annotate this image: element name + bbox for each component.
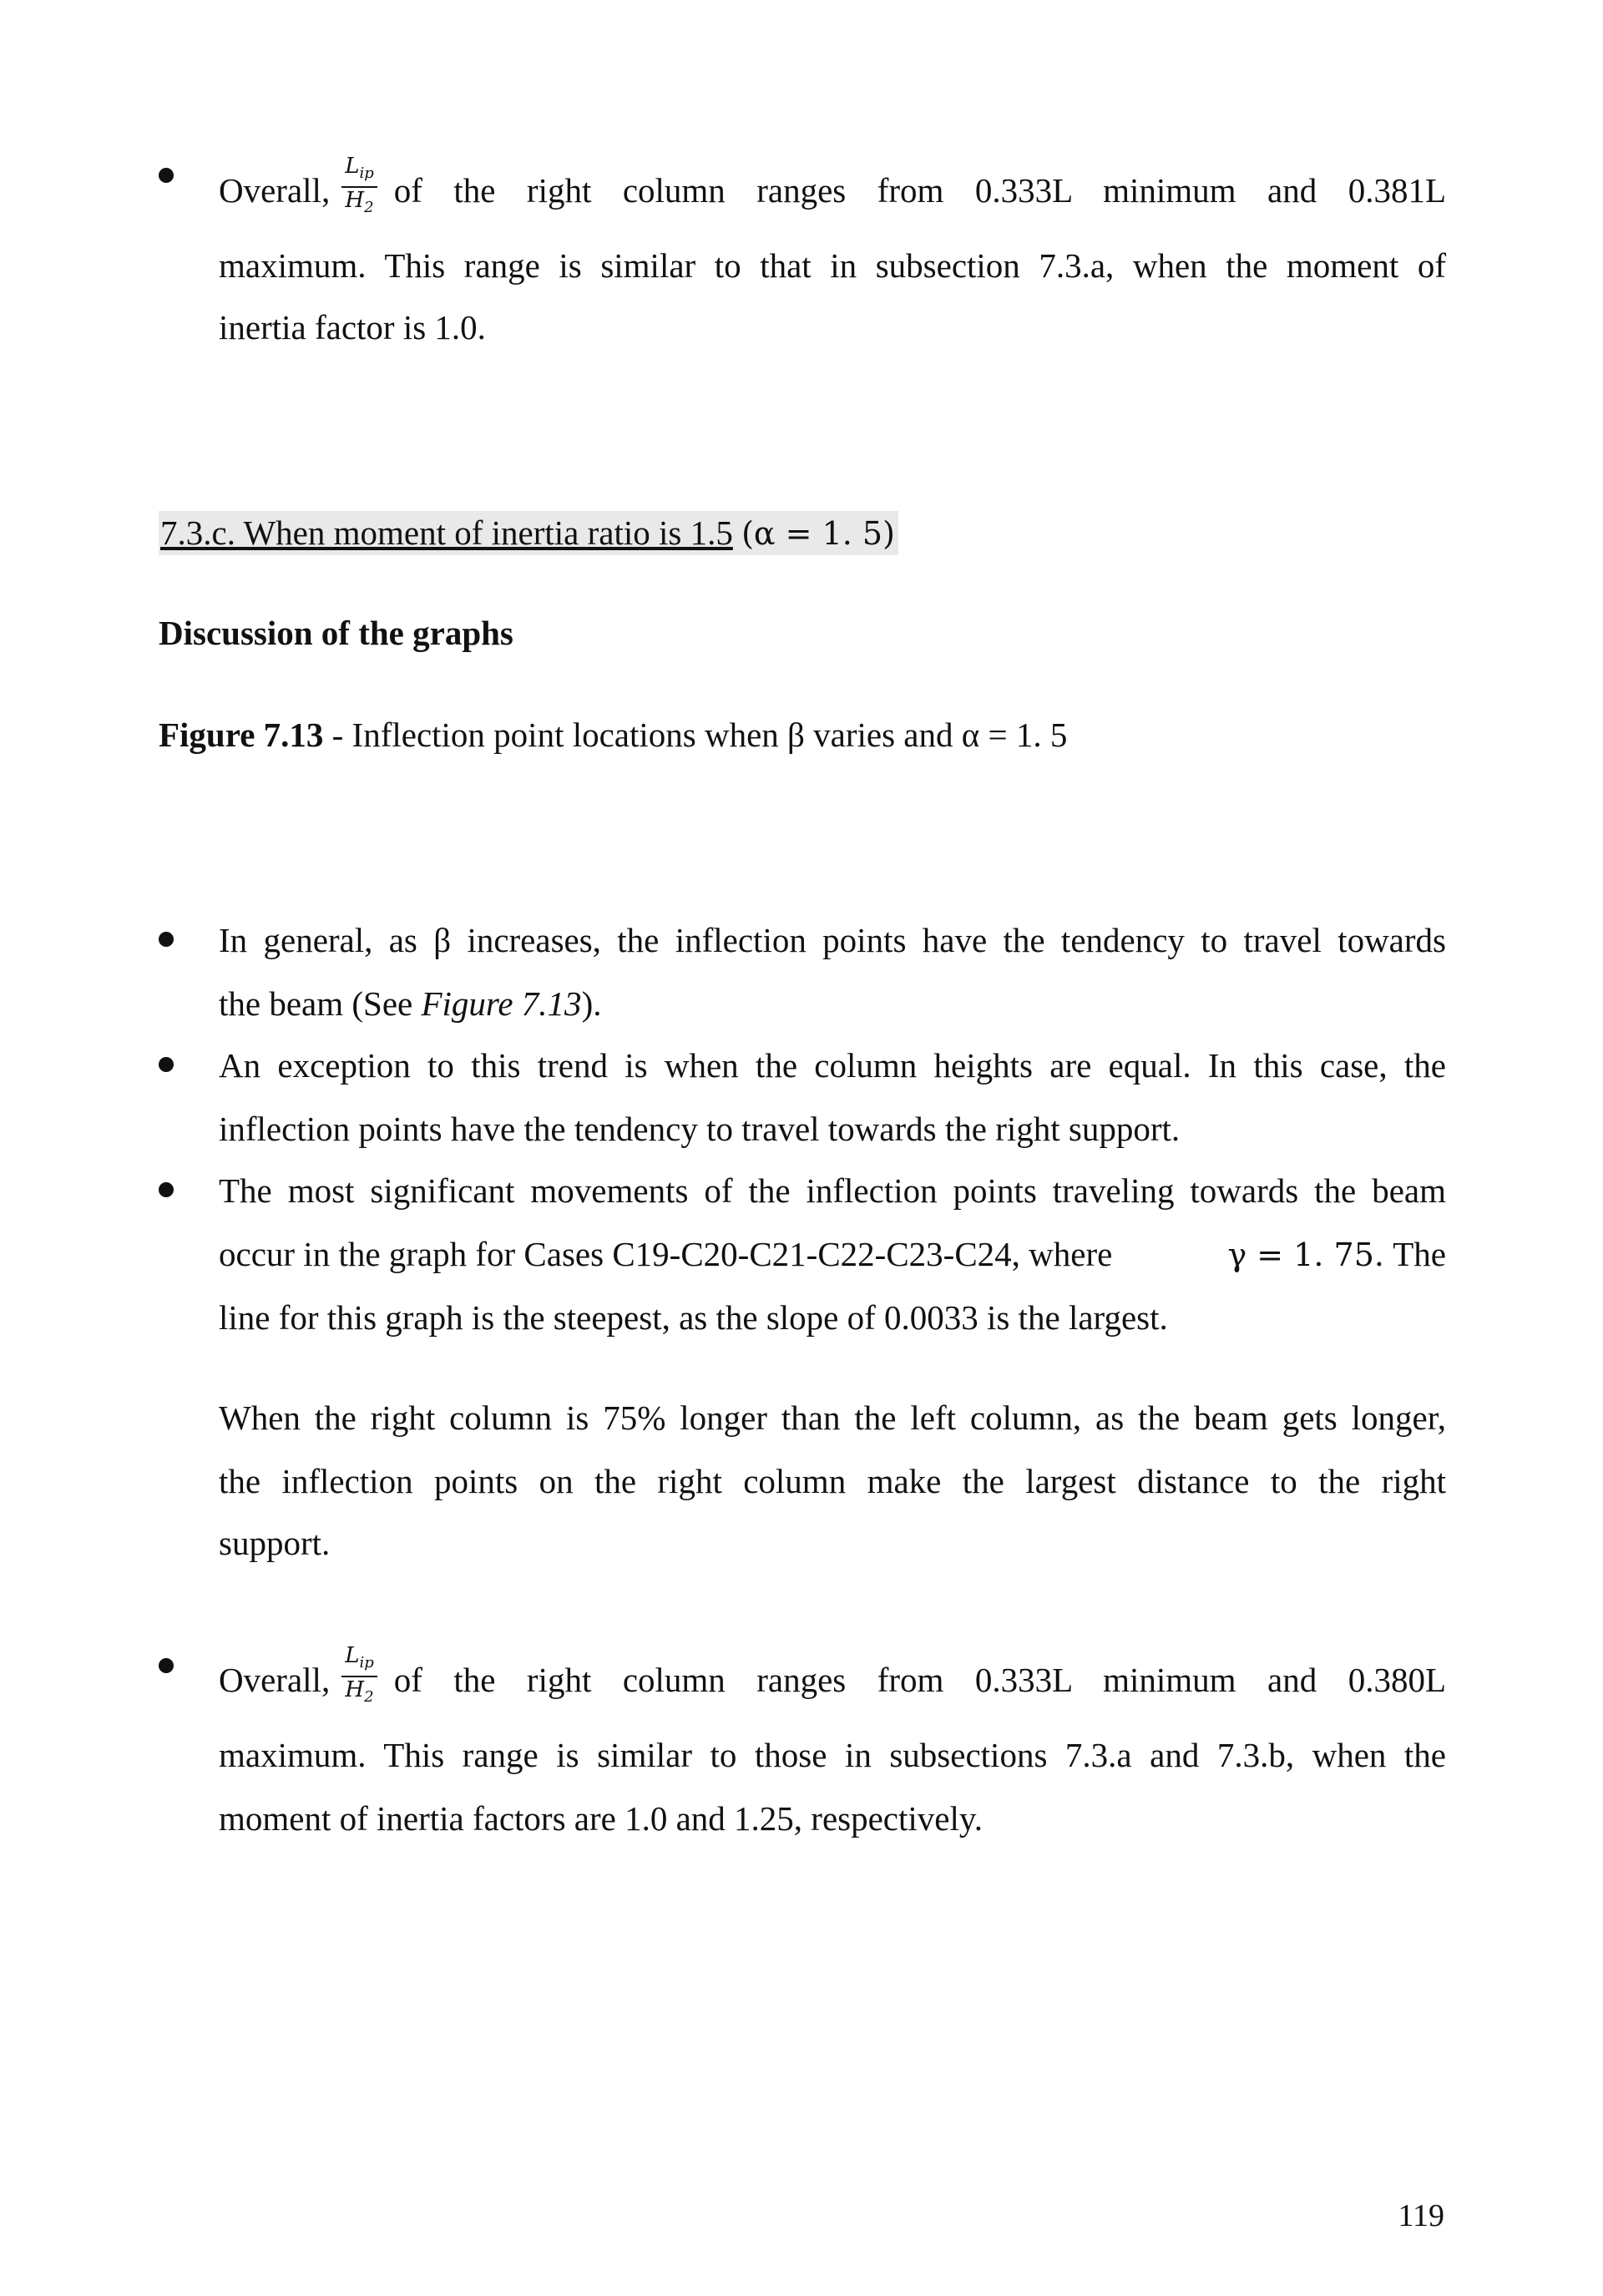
- bullet1-line2: [219, 982, 1446, 1025]
- bullet-marker: [155, 925, 180, 950]
- block2-line3: moment of inertia factors are 1.0 and 1.25, respectively.: [219, 1799, 983, 1838]
- block1-line1-text: of the right column ranges from 0.333L minimum and 0.381L: [393, 171, 1446, 210]
- frac-numerator-sub: ip: [359, 164, 374, 183]
- bullet1-line2-post: ).: [581, 984, 602, 1023]
- bullet-marker: [155, 1050, 180, 1075]
- frac-denominator-sub: 2: [364, 199, 374, 217]
- figure-reference: Figure 7.13: [421, 984, 582, 1023]
- bullet3-line3: line for this graph is the steepest, as the slope of 0.0033 is the largest.: [219, 1298, 1168, 1337]
- page-number: 119: [1398, 2198, 1444, 2233]
- bullet3-line2-pre: occur in the graph for Cases C19-C20-C21-C22-C23-C24, where: [219, 1235, 1113, 1273]
- bullet1-line2-pre: the beam (See: [219, 984, 413, 1023]
- bullet2-line1: An exception to this trend is when the column heights are equal. In this case, the: [219, 1046, 1446, 1085]
- bullet3-line2: [219, 1232, 1446, 1277]
- bullet3-line2-post: The: [1393, 1235, 1446, 1273]
- frac-numerator-sub: ip: [359, 1654, 374, 1672]
- frac-denominator: H: [345, 188, 365, 214]
- frac-numerator: L: [345, 154, 360, 179]
- section-heading-text: 7.3.c. When moment of inertia ratio is 1.5: [160, 513, 733, 552]
- figure-label: Figure 7.13: [159, 716, 324, 754]
- block2-line1: [219, 1643, 1446, 1713]
- bullet2-line2: inflection points have the tendency to travel towards the right support.: [219, 1110, 1181, 1148]
- block2-line1-text: of the right column ranges from 0.333L minimum and 0.380L: [393, 1661, 1446, 1700]
- discussion-subheading: Discussion of the graphs: [159, 614, 513, 652]
- frac-denominator: H: [345, 1677, 365, 1703]
- paragraph-line1: When the right column is 75% longer than the left column, as the beam gets longer,: [219, 1398, 1446, 1437]
- lip-over-h2-fraction: [341, 154, 377, 220]
- figure-caption-text: - Inflection point locations when β varies and α = 1. 5: [331, 716, 1068, 754]
- bullet-marker: [155, 1176, 180, 1201]
- paragraph-line3: support.: [219, 1524, 331, 1562]
- frac-numerator: L: [345, 1643, 360, 1668]
- gamma-value: γ = 1. 75.: [1227, 1237, 1384, 1273]
- frac-denominator-sub: 2: [364, 1688, 374, 1707]
- block1-line1: [219, 154, 1446, 224]
- bullet1-line1: In general, as β increases, the inflection points have the tendency to travel towards: [219, 921, 1446, 959]
- section-heading-math: (α = 1. 5): [741, 515, 895, 552]
- section-heading: [159, 511, 898, 555]
- block1-line3: inertia factor is 1.0.: [219, 308, 486, 346]
- lip-over-h2-fraction: [341, 1643, 377, 1710]
- paragraph-line2: the inflection points on the right column make the largest distance to the right: [219, 1462, 1446, 1500]
- block2-line2: maximum. This range is similar to those in subsections 7.3.a and 7.3.b, when the: [219, 1736, 1446, 1774]
- block2-overall-label: Overall,: [219, 1661, 331, 1700]
- bullet-marker: [155, 161, 180, 186]
- block1-line2: maximum. This range is similar to that in subsection 7.3.a, when the moment of: [219, 246, 1446, 285]
- block1-overall-label: Overall,: [219, 171, 331, 210]
- figure-caption: [159, 713, 1067, 756]
- bullet3-line1: The most significant movements of the inflection points traveling towards the beam: [219, 1171, 1446, 1210]
- bullet-marker: [155, 1651, 180, 1676]
